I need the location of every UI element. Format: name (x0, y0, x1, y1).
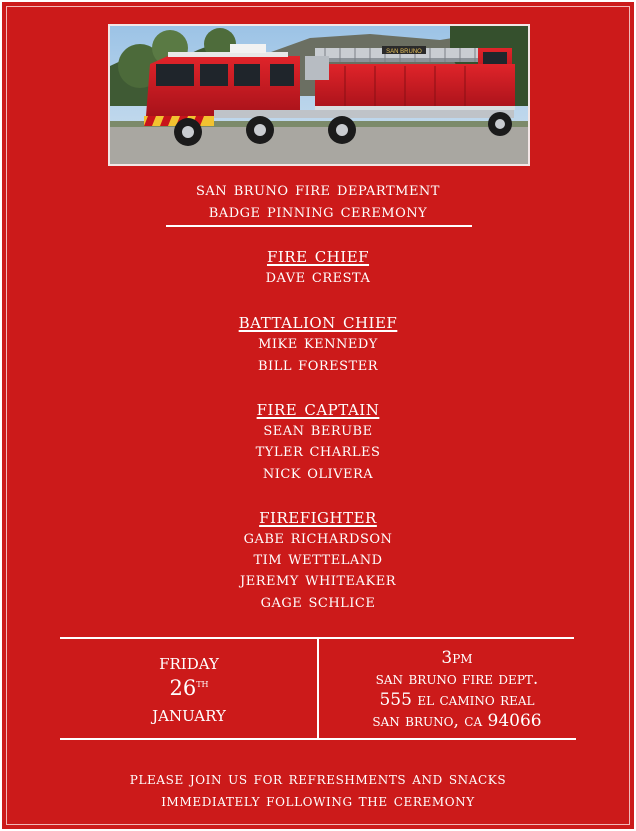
honoree-name: gabe richardson (243, 527, 393, 548)
event-time: 3pm (441, 648, 473, 668)
role-heading-fire-chief: fire chief (266, 243, 370, 267)
fire-truck-photo (108, 24, 530, 166)
role-heading-fire-captain: fire captain (256, 396, 380, 420)
honoree-name: nick olivera (262, 462, 374, 483)
honoree-name: bill forester (258, 354, 378, 375)
flyer (2, 2, 634, 829)
event-venue: san bruno fire dept. (375, 669, 539, 689)
honoree-name: dave cresta (265, 266, 371, 287)
event-month: january (152, 702, 226, 726)
ceremony-title: badge pinning ceremony (208, 200, 428, 222)
event-date-suffix: th (196, 676, 209, 690)
honoree-name: mike kennedy (258, 332, 378, 353)
honoree-name: sean berube (263, 419, 373, 440)
role-heading-battalion-chief: battalion chief (238, 309, 398, 333)
event-date (60, 675, 318, 701)
event-address: 555 el camino real (379, 690, 535, 710)
event-day: friday (159, 650, 219, 674)
honoree-name: tyler charles (255, 440, 381, 461)
event-bottom-divider (60, 738, 576, 740)
footer-timing: immediately following the ceremony (161, 791, 475, 811)
role-heading-firefighter: firefighter (259, 504, 377, 528)
event-city: san bruno, ca 94066 (372, 711, 542, 731)
department-name: san bruno fire department (196, 178, 440, 200)
truck-lettering: SAN BRUNO (386, 49, 422, 55)
event-date-number: 26 (169, 676, 197, 700)
footer-invitation: please join us for refreshments and snacks (129, 769, 507, 789)
honoree-name: jeremy whiteaker (240, 569, 396, 590)
header-divider (166, 225, 472, 227)
honoree-name: gage schlice (260, 591, 376, 612)
honoree-name: tim wetteland (253, 548, 383, 569)
